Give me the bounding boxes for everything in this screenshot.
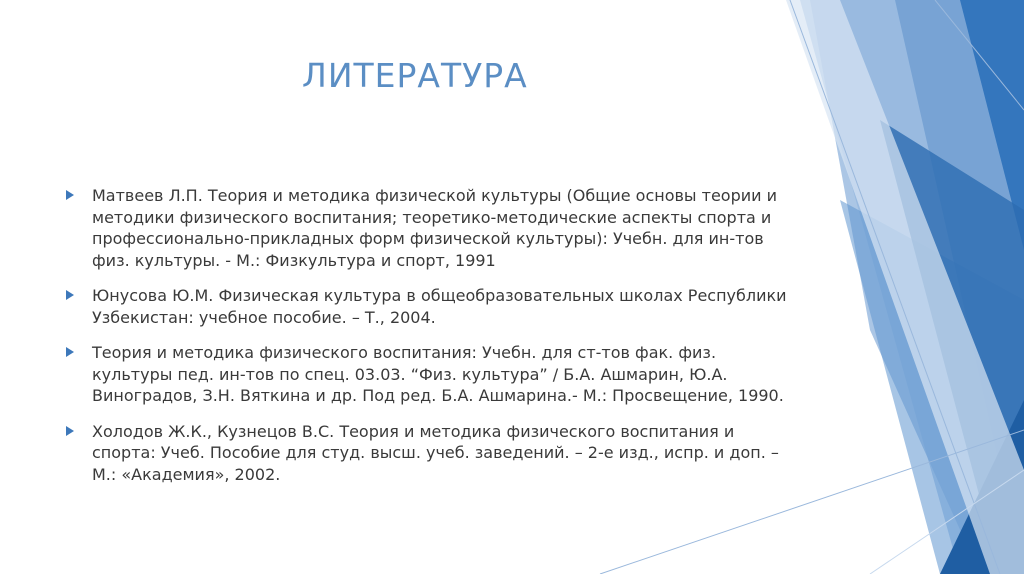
reference-text: Теория и методика физического воспитания: Учебн. для ст-тов фак. физ. культуры пед. ин-тов по спец. 03.03. “Физ. культура” / Б.А. Ашмарин, Ю.А. Виноградов, З.Н. Вяткина и др. Под ред. Б.А. Ашмарина.- М.: Просвещение, 1990. [92,343,784,405]
reference-text: Юнусова Ю.М. Физическая культура в общеобразовательных школах Республики Узбекистан: учебное пособие. – Т., 2004. [92,286,787,327]
reference-item [66,342,788,407]
reference-text: Матвеев Л.П. Теория и методика физической культуры (Общие основы теории и методики физического воспитания; теоретико-методические аспекты спорта и профессионально-прикладных форм физической культуры): Учебн. для ин-тов физ. культуры. - М.: Физкультура и спорт, 1991 [92,186,778,270]
reference-item [66,185,788,271]
reference-item [66,421,788,486]
slide-title: ЛИТЕРАТУРА [302,56,528,95]
reference-item [66,285,788,328]
bullet-arrow-icon [66,426,74,436]
reference-text: Холодов Ж.К., Кузнецов В.С. Теория и методика физического воспитания и спорта: Учеб. Пособие для студ. высш. учеб. заведений. – 2-е изд., испр. и доп. – М.: «Академия», 2002. [92,421,779,484]
bullet-arrow-icon [66,290,74,300]
reference-list [66,185,788,499]
bullet-arrow-icon [66,347,74,357]
bullet-arrow-icon [66,190,74,200]
